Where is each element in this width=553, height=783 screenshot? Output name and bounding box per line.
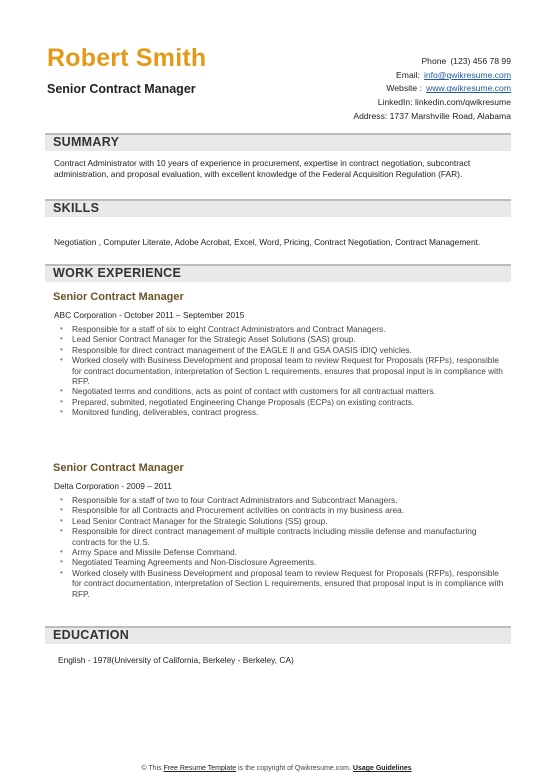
job-2-title: Senior Contract Manager [53,462,184,474]
summary-heading: SUMMARY [53,135,120,149]
contact-website-row [353,82,511,96]
contact-block [353,55,511,124]
job-2-meta: Delta Corporation - 2009 – 2011 [54,481,172,491]
list-item: • Army Space and Missile Defense Command. [54,547,509,557]
contact-phone-row [353,55,511,69]
work-section-bar [45,264,511,282]
list-item: • Negotiated Teaming Agreements and Non-Disclosure Agreements. [54,557,509,567]
summary-section-bar [45,133,511,151]
candidate-name: Robert Smith [47,44,207,72]
job-1-meta: ABC Corporation - October 2011 – September 2015 [54,310,245,320]
list-item: • Worked closely with Business Development and proposal team to review Request for Proposals (RFPs), responsible for contract documentation, interpretation of Section L requirements, ensures that proposal input is in compliance with RFP. [54,355,509,386]
free-resume-template-link[interactable]: Free Resume Template [163,765,237,772]
contact-email-row [353,69,511,83]
list-item: • Responsible for all Contracts and Procurement activities on contracts in my business area. [54,505,509,515]
list-item: • Responsible for a staff of two to four Contract Administrators and Subcontract Managers. [54,495,509,505]
list-item: • Prepared, submited, negotiated Engineering Change Proposals (ECPs) on existing contracts. [54,397,509,407]
copyright-icon: © [141,765,147,772]
education-heading: EDUCATION [53,628,130,642]
skills-heading: SKILLS [53,201,100,215]
footer-text-2: is the copyright of Qwikresume.com. [238,765,351,772]
job-1-title: Senior Contract Manager [53,291,184,303]
website-label: Website : [386,83,422,94]
education-text: English - 1978(University of California, Berkeley - Berkeley, CA) [58,655,294,665]
list-item: • Negotiated terms and conditions, acts as point of contact with customers for all contractual matters. [54,386,509,396]
usage-guidelines-link[interactable]: Usage Guidelines [352,765,412,772]
skills-section-bar [45,199,511,217]
skills-text: Negotiation , Computer Literate, Adobe Acrobat, Excel, Word, Pricing, Contract Negotiation, Contract Management. [54,237,481,247]
phone-label: Phone [421,56,447,66]
contact-address-row [353,110,511,124]
address-value: 1737 Marshville Road, Alabama [389,110,511,121]
list-item: • Responsible for a staff of six to eight Contract Administrators and Contract Managers. [54,324,509,334]
job-2-bullets [54,495,509,599]
list-item: • Responsible for direct contract management of multiple contracts including missile defense and manufacturing contracts for the U.S. [54,526,509,547]
education-section-bar [45,626,511,644]
footer-text-1: This [148,765,162,772]
contact-linkedin-row [353,96,511,110]
job-1-bullets [54,324,509,418]
website-link[interactable]: www.qwikresume.com [425,83,511,94]
linkedin-value: linkedin.com/qwikresume [415,97,511,108]
list-item: • Responsible for direct contract management of the EAGLE II and GSA OASIS IDIQ vehicles. [54,345,509,355]
work-heading: WORK EXPERIENCE [53,266,182,280]
candidate-role: Senior Contract Manager [47,82,196,96]
address-label: Address: [353,110,388,121]
list-item: • Worked closely with Business Development and proposal team to review Request for Proposals (RFPs), responsible for contract documentation, interpretation of Section L requirements, ensured that proposal input is in compliance with RFP. [54,568,509,599]
phone-value: (123) 456 78 99 [450,56,511,66]
list-item: • Lead Senior Contract Manager for the Strategic Asset Solutions (SAS) group. [54,334,509,344]
footer [0,765,553,772]
list-item: • Monitored funding, deliverables, contract progress. [54,407,509,417]
email-link[interactable]: info@qwikresume.com [423,69,511,80]
email-label: Email: [396,69,420,80]
linkedin-label: LinkedIn: [377,97,413,108]
list-item: • Lead Senior Contract Manager for the Strategic Solutions (SS) group. [54,516,509,526]
summary-text: Contract Administrator with 10 years of experience in procurement, expertise in contract negotiation, subcontract administration, and proposal evaluation, with excellent knowledge of the Federal Acquisition Regulation (FAR). [54,158,471,179]
